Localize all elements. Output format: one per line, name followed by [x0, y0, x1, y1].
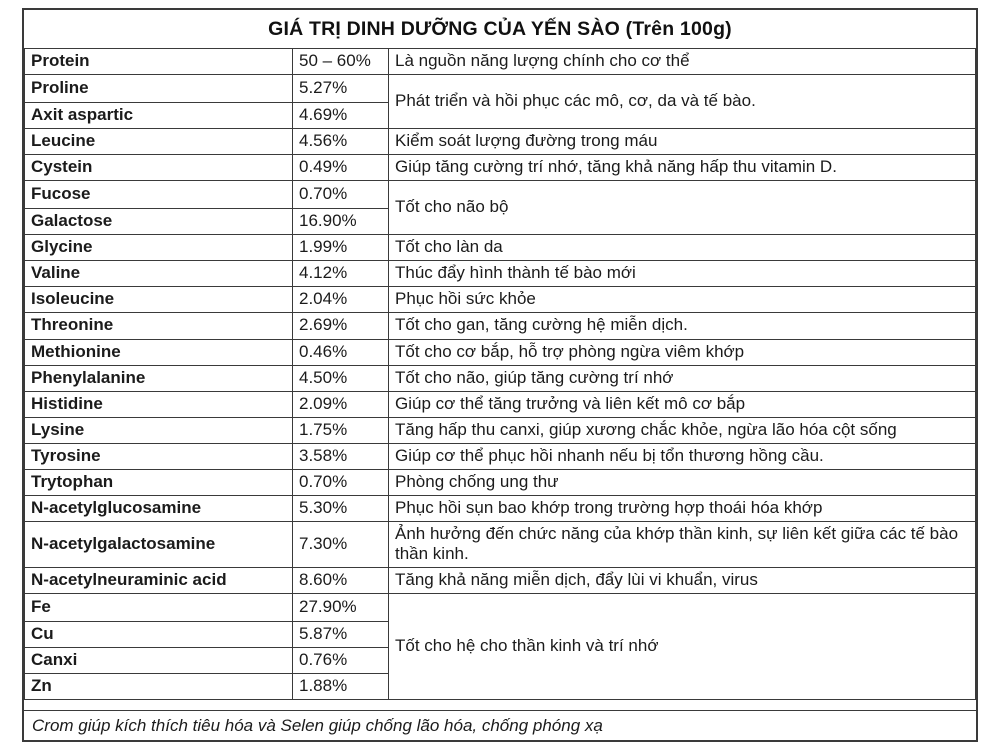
- nutrient-description: Thúc đẩy hình thành tế bào mới: [389, 261, 976, 287]
- nutrient-name: Zn: [25, 674, 293, 700]
- nutrient-name: Galactose: [25, 209, 293, 235]
- nutrition-table: [24, 48, 976, 700]
- table-row: [25, 495, 976, 521]
- nutrient-name: Fucose: [25, 181, 293, 209]
- table-row: [25, 129, 976, 155]
- nutrient-name: Histidine: [25, 391, 293, 417]
- nutrient-value: 4.69%: [293, 103, 389, 129]
- nutrient-description: Ảnh hưởng đến chức năng của khớp thần kinh, sự liên kết giữa các tế bào thần kinh.: [389, 521, 976, 567]
- table-row: [25, 261, 976, 287]
- table-spacer: [24, 700, 976, 710]
- table-row: [25, 181, 976, 209]
- page-title: GIÁ TRỊ DINH DƯỠNG CỦA YẾN SÀO (Trên 100g): [268, 18, 732, 40]
- nutrient-name: Methionine: [25, 339, 293, 365]
- nutrient-name: Proline: [25, 75, 293, 103]
- table-footnote: Crom giúp kích thích tiêu hóa và Selen giúp chống lão hóa, chống phóng xạ: [24, 710, 976, 740]
- nutrient-name: Axit aspartic: [25, 103, 293, 129]
- nutrient-description: Giúp cơ thể tăng trưởng và liên kết mô cơ bắp: [389, 391, 976, 417]
- nutrient-name: Isoleucine: [25, 287, 293, 313]
- nutrient-description: Tăng khả năng miễn dịch, đẩy lùi vi khuẩn, virus: [389, 567, 976, 593]
- table-row: [25, 417, 976, 443]
- nutrient-name: Cu: [25, 622, 293, 648]
- nutrient-description: Phục hồi sức khỏe: [389, 287, 976, 313]
- nutrient-value: 3.58%: [293, 443, 389, 469]
- nutrient-value: 5.30%: [293, 495, 389, 521]
- nutrient-description: Phát triển và hồi phục các mô, cơ, da và tế bào.: [389, 75, 976, 129]
- nutrient-value: 4.56%: [293, 129, 389, 155]
- nutrient-name: Lysine: [25, 417, 293, 443]
- nutrient-value: 0.70%: [293, 181, 389, 209]
- nutrient-value: 16.90%: [293, 209, 389, 235]
- nutrient-value: 1.75%: [293, 417, 389, 443]
- nutrient-name: Valine: [25, 261, 293, 287]
- nutrient-description: Tăng hấp thu canxi, giúp xương chắc khỏe, ngừa lão hóa cột sống: [389, 417, 976, 443]
- nutrient-name: N-acetylglucosamine: [25, 495, 293, 521]
- nutrient-value: 8.60%: [293, 567, 389, 593]
- nutrient-name: Tyrosine: [25, 443, 293, 469]
- nutrient-value: 4.50%: [293, 365, 389, 391]
- table-row: [25, 365, 976, 391]
- nutrient-value: 50 – 60%: [293, 49, 389, 75]
- table-row: [25, 287, 976, 313]
- table-row: [25, 567, 976, 593]
- nutrient-value: 0.70%: [293, 469, 389, 495]
- nutrient-value: 2.09%: [293, 391, 389, 417]
- nutrient-value: 1.99%: [293, 235, 389, 261]
- nutrient-description: Là nguồn năng lượng chính cho cơ thể: [389, 49, 976, 75]
- nutrient-value: 5.27%: [293, 75, 389, 103]
- table-row: [25, 593, 976, 621]
- nutrient-name: Canxi: [25, 648, 293, 674]
- table-row: [25, 391, 976, 417]
- nutrient-description: Kiểm soát lượng đường trong máu: [389, 129, 976, 155]
- table-row: [25, 521, 976, 567]
- table-row: [25, 155, 976, 181]
- table-row: [25, 49, 976, 75]
- nutrient-name: N-acetylgalactosamine: [25, 521, 293, 567]
- nutrient-description: Tốt cho hệ cho thần kinh và trí nhớ: [389, 593, 976, 699]
- nutrient-name: Leucine: [25, 129, 293, 155]
- nutrient-name: Cystein: [25, 155, 293, 181]
- nutrient-name: Trytophan: [25, 469, 293, 495]
- nutrient-value: 1.88%: [293, 674, 389, 700]
- nutrient-description: Tốt cho não bộ: [389, 181, 976, 235]
- nutrient-value: 2.04%: [293, 287, 389, 313]
- nutrient-description: Tốt cho gan, tăng cường hệ miễn dịch.: [389, 313, 976, 339]
- nutrient-value: 5.87%: [293, 622, 389, 648]
- nutrient-value: 4.12%: [293, 261, 389, 287]
- nutrient-name: Phenylalanine: [25, 365, 293, 391]
- nutrient-description: Giúp cơ thể phục hồi nhanh nếu bị tổn thương hồng cầu.: [389, 443, 976, 469]
- nutrient-description: Giúp tăng cường trí nhớ, tăng khả năng hấp thu vitamin D.: [389, 155, 976, 181]
- nutrient-name: Protein: [25, 49, 293, 75]
- table-row: [25, 313, 976, 339]
- nutrient-value: 27.90%: [293, 593, 389, 621]
- nutrient-value: 0.49%: [293, 155, 389, 181]
- table-row: [25, 469, 976, 495]
- nutrient-name: N-acetylneuraminic acid: [25, 567, 293, 593]
- nutrient-value: 2.69%: [293, 313, 389, 339]
- nutrient-name: Threonine: [25, 313, 293, 339]
- table-row: [25, 443, 976, 469]
- nutrient-description: Tốt cho não, giúp tăng cường trí nhớ: [389, 365, 976, 391]
- nutrient-description: Tốt cho cơ bắp, hỗ trợ phòng ngừa viêm khớp: [389, 339, 976, 365]
- nutrient-name: Glycine: [25, 235, 293, 261]
- nutrition-table-card: [22, 8, 978, 742]
- nutrition-table-body: [25, 49, 976, 700]
- nutrient-description: Phòng chống ung thư: [389, 469, 976, 495]
- table-row: [25, 75, 976, 103]
- nutrient-value: 0.46%: [293, 339, 389, 365]
- nutrient-description: Phục hồi sụn bao khớp trong trường hợp thoái hóa khớp: [389, 495, 976, 521]
- nutrient-name: Fe: [25, 593, 293, 621]
- nutrient-value: 7.30%: [293, 521, 389, 567]
- nutrient-description: Tốt cho làn da: [389, 235, 976, 261]
- table-row: [25, 339, 976, 365]
- table-row: [25, 235, 976, 261]
- nutrient-value: 0.76%: [293, 648, 389, 674]
